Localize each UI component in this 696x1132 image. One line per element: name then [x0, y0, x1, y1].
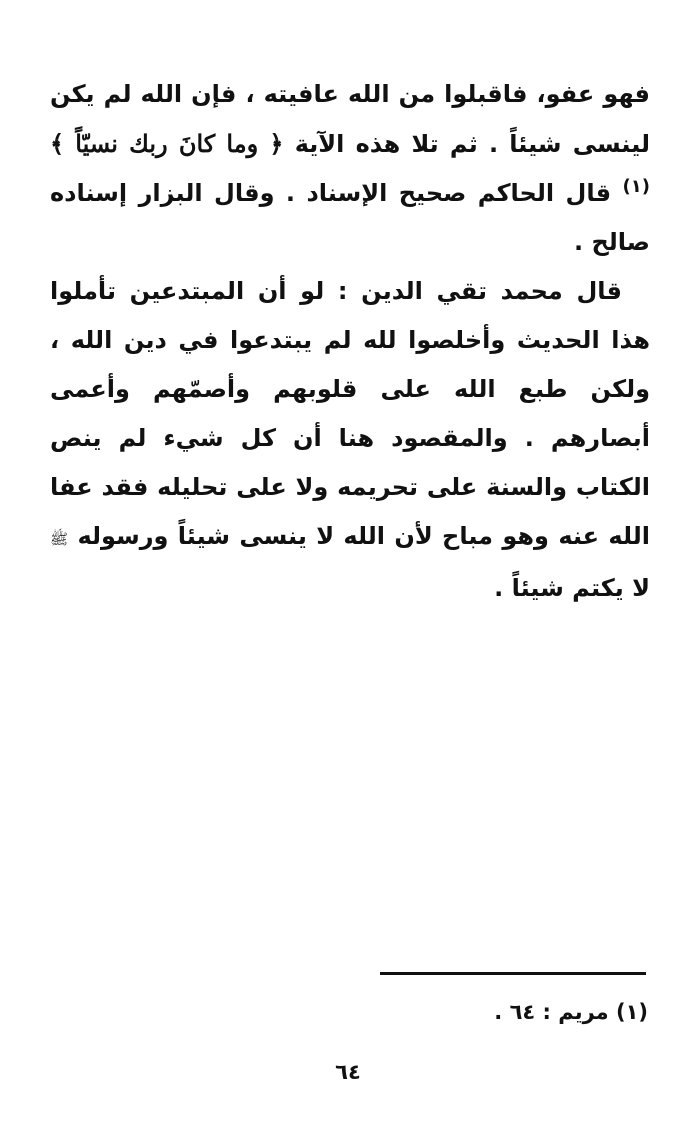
main-text — [50, 70, 650, 613]
footnote-reference: (١) — [622, 176, 651, 197]
paragraph-1 — [50, 70, 650, 267]
quran-verse-quote: ﴿ وما كانَ ربك نسيّاً ﴾ — [50, 129, 284, 158]
paragraph-1-tail: قال الحاكم صحيح الإسناد . وقال البزار إسناده صالح . — [50, 179, 650, 256]
honorific-glyph: ﷺ — [50, 530, 69, 548]
paragraph-1-text: فهو عفو، فاقبلوا من الله عافيته ، فإن الله لم يكن لينسى شيئاً . ثم تلا هذه الآية — [50, 80, 651, 158]
page-number: ٦٤ — [335, 1060, 361, 1084]
footnote: (١) مريم : ٦٤ . — [494, 1000, 648, 1024]
footnote-divider — [380, 972, 646, 975]
paragraph-2 — [50, 267, 650, 613]
paragraph-2-end: لا يكتم شيئاً . — [494, 574, 650, 602]
paragraph-2-text: قال محمد تقي الدين : لو أن المبتدعين تأملوا هذا الحديث وأخلصوا لله لم يبتدعوا في دين الله ، ولكن طبع الله على قلوبهم وأصمّهم وأعمى أبصارهم . والمقصود هنا أن كل شيء لم ينص الكتاب والسنة على تحريمه ولا على تحليله فقد عفا الله عنه وهو مباح لأن الله لا ينسى شيئاً ورسوله — [50, 277, 651, 550]
